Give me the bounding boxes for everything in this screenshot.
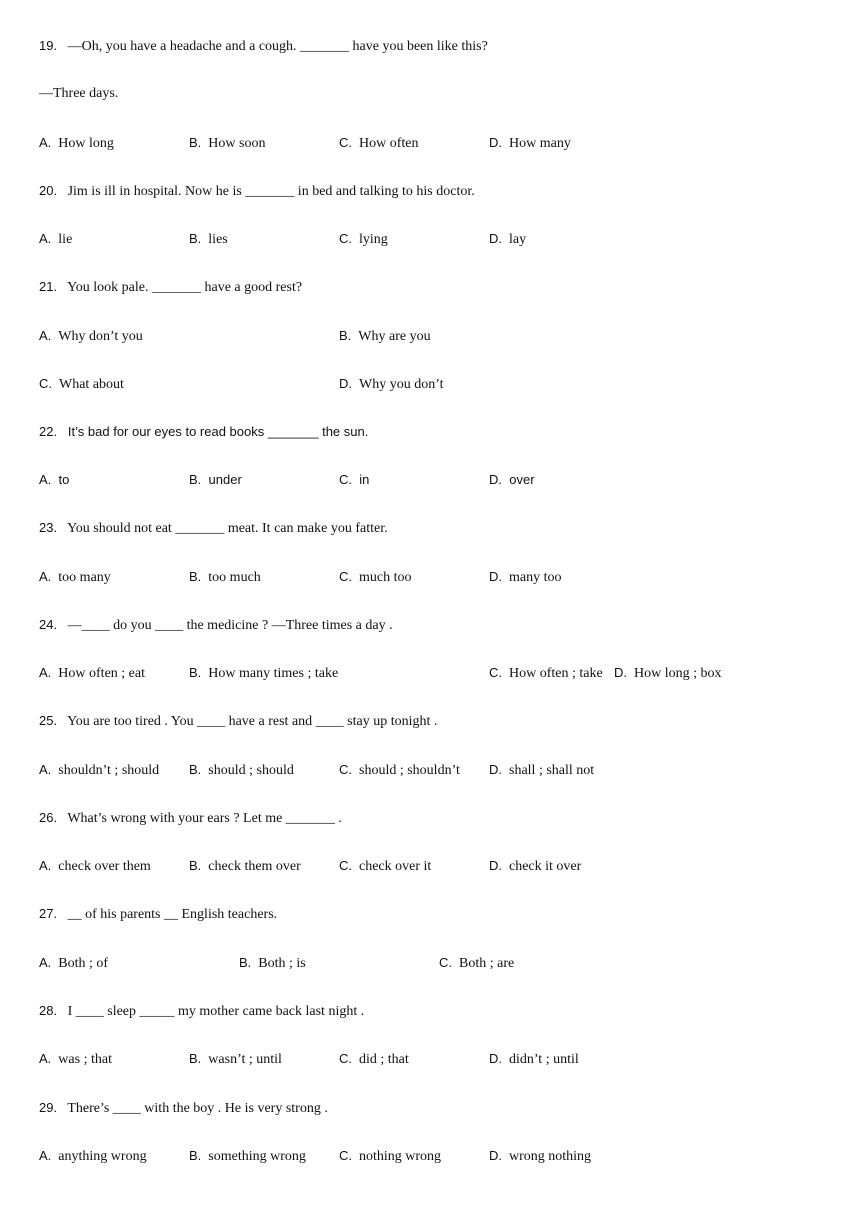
option-c[interactable]: C. much too xyxy=(339,569,412,585)
question-19-answer-line: —Three days. xyxy=(39,86,119,101)
option-d[interactable]: D. Why you don’t xyxy=(339,376,444,392)
question-number: 29. xyxy=(39,1100,58,1115)
question-22-stem xyxy=(39,422,368,442)
question-number: 23. xyxy=(39,520,58,535)
question-number: 28. xyxy=(39,1003,58,1018)
option-c[interactable]: C. Both ; are xyxy=(439,955,515,971)
question-26-stem xyxy=(39,808,342,828)
option-a[interactable]: A. How often ; eat xyxy=(39,665,145,681)
option-a[interactable]: A. was ; that xyxy=(39,1051,112,1067)
question-25-stem xyxy=(39,711,437,731)
question-number: 27. xyxy=(39,906,58,921)
question-text: You look pale. _______ have a good rest? xyxy=(67,280,303,295)
option-c[interactable]: C. How often xyxy=(339,135,419,151)
question-text: —Oh, you have a headache and a cough. _______ have you been like this? xyxy=(67,39,488,54)
option-c[interactable]: C. in xyxy=(339,472,370,487)
option-b[interactable]: B. How soon xyxy=(189,135,266,151)
question-text: It’s bad for our eyes to read books _______ the sun. xyxy=(67,424,369,439)
option-a[interactable]: A. How long xyxy=(39,135,114,151)
option-c[interactable]: C. How often ; take xyxy=(489,665,603,681)
question-20-stem xyxy=(39,181,475,201)
question-24-stem xyxy=(39,615,393,635)
question-text: Jim is ill in hospital. Now he is _______ in bed and talking to his doctor. xyxy=(67,184,475,199)
question-number: 24. xyxy=(39,617,58,632)
option-b[interactable]: B. too much xyxy=(189,569,261,585)
question-29-stem xyxy=(39,1098,328,1118)
question-text: I ____ sleep _____ my mother came back last night . xyxy=(67,1004,365,1019)
option-d[interactable]: D. wrong nothing xyxy=(489,1148,592,1164)
option-a[interactable]: A. anything wrong xyxy=(39,1148,147,1164)
option-c[interactable]: C. nothing wrong xyxy=(339,1148,442,1164)
option-a[interactable]: A. check over them xyxy=(39,858,151,874)
option-c[interactable]: C. What about xyxy=(39,376,124,392)
question-text: There’s ____ with the boy . He is very strong . xyxy=(67,1101,328,1116)
option-c[interactable]: C. check over it xyxy=(339,858,432,874)
question-28-stem xyxy=(39,1001,364,1021)
option-d[interactable]: D. shall ; shall not xyxy=(489,762,595,778)
option-b[interactable]: B. under xyxy=(189,472,242,487)
option-d[interactable]: D. many too xyxy=(489,569,562,585)
option-d[interactable]: D. over xyxy=(489,472,535,487)
option-a[interactable]: A. to xyxy=(39,472,70,487)
question-number: 22. xyxy=(39,424,58,439)
question-text: __ of his parents __ English teachers. xyxy=(67,907,278,922)
option-a[interactable]: A. too many xyxy=(39,569,111,585)
question-19-stem xyxy=(39,36,488,56)
option-b[interactable]: B. Why are you xyxy=(339,328,431,344)
question-number: 19. xyxy=(39,38,58,53)
option-b[interactable]: B. check them over xyxy=(189,858,301,874)
question-text: You should not eat _______ meat. It can make you fatter. xyxy=(67,521,388,536)
option-b[interactable]: B. something wrong xyxy=(189,1148,306,1164)
option-c[interactable]: C. lying xyxy=(339,231,388,247)
option-c[interactable]: C. did ; that xyxy=(339,1051,409,1067)
option-b[interactable]: B. should ; should xyxy=(189,762,294,778)
question-number: 25. xyxy=(39,713,58,728)
option-a[interactable]: A. shouldn’t ; should xyxy=(39,762,160,778)
question-text: You are too tired . You ____ have a rest and ____ stay up tonight . xyxy=(67,714,438,729)
question-text: —____ do you ____ the medicine ? —Three times a day . xyxy=(67,618,393,633)
option-a[interactable]: A. Why don’t you xyxy=(39,328,143,344)
option-d[interactable]: D. check it over xyxy=(489,858,582,874)
question-number: 26. xyxy=(39,810,58,825)
question-text: What’s wrong with your ears ? Let me _______ . xyxy=(67,811,342,826)
question-number: 20. xyxy=(39,183,58,198)
question-number: 21. xyxy=(39,279,58,294)
option-b[interactable]: B. How many times ; take xyxy=(189,665,339,681)
option-b[interactable]: B. Both ; is xyxy=(239,955,306,971)
question-21-stem xyxy=(39,277,302,297)
question-27-stem xyxy=(39,904,277,924)
option-b[interactable]: B. lies xyxy=(189,231,228,247)
option-a[interactable]: A. lie xyxy=(39,231,73,247)
option-d[interactable]: D. How long ; box xyxy=(614,665,722,681)
option-c[interactable]: C. should ; shouldn’t xyxy=(339,762,460,778)
option-d[interactable]: D. How many xyxy=(489,135,571,151)
question-23-stem xyxy=(39,518,388,538)
option-b[interactable]: B. wasn’t ; until xyxy=(189,1051,282,1067)
option-d[interactable]: D. didn’t ; until xyxy=(489,1051,579,1067)
option-d[interactable]: D. lay xyxy=(489,231,527,247)
option-a[interactable]: A. Both ; of xyxy=(39,955,109,971)
